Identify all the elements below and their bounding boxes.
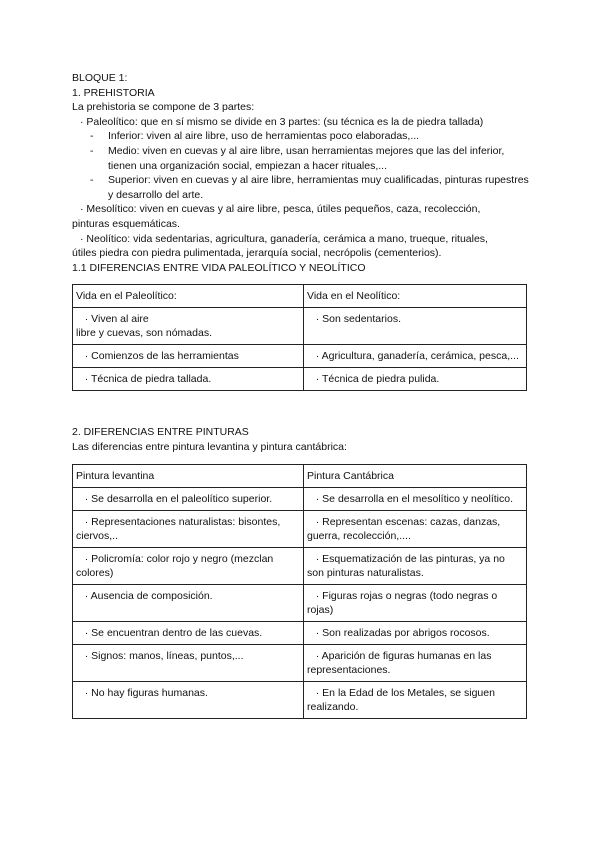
table-cell [73, 368, 304, 391]
sub-item-inferior [72, 129, 532, 144]
table-header-cell: Vida en el Neolítico: [304, 285, 527, 308]
table-cell [304, 510, 527, 547]
dash-bullet: - [90, 144, 94, 157]
section-title-pinturas: 2. DIFERENCIAS ENTRE PINTURAS [72, 426, 249, 439]
cell-text: · Técnica de piedra pulida. [315, 373, 440, 386]
table-row [73, 547, 527, 584]
sub-item-text: Inferior: viven al aire libre, uso de herramientas poco elaboradas,... [108, 130, 420, 143]
cell-text: · Signos: manos, líneas, puntos,... [84, 649, 244, 662]
section-intro: La prehistoria se compone de 3 partes: [72, 101, 255, 114]
table-cell [304, 621, 527, 644]
cell-text: · Ausencia de composición. [84, 589, 213, 602]
table-cell [304, 547, 527, 584]
table-cell [304, 681, 527, 718]
section-intro-pinturas: Las diferencias entre pintura levantina y pintura cantábrica: [72, 440, 347, 453]
table-cell [73, 510, 304, 547]
cell-text: · Se desarrolla en el mesolítico y neolítico. [315, 492, 514, 505]
table-cell [304, 345, 527, 368]
sub-item-medio [72, 144, 532, 173]
table-row [73, 345, 527, 368]
cell-text: · Se desarrolla en el paleolítico superior. [84, 492, 273, 505]
dash-bullet: - [90, 174, 94, 187]
cell-text: · Técnica de piedra tallada. [84, 373, 212, 386]
table-cell [73, 584, 304, 621]
table-header-cell: Pintura levantina [73, 464, 304, 487]
cell-text: · Agricultura, ganadería, cerámica, pesca,... [315, 350, 519, 363]
spacer [72, 391, 532, 425]
table-pinturas [72, 464, 527, 719]
table-cell [73, 621, 304, 644]
cell-text: · Esquematización de las pinturas, ya no son pinturas naturalistas. [307, 552, 505, 579]
cell-text: · Figuras rojas o negras (todo negras o rojas) [307, 589, 498, 616]
cell-text: · En la Edad de los Metales, se siguen realizando. [307, 686, 495, 713]
table-header-cell: Vida en el Paleolítico: [73, 285, 304, 308]
mesolitico-item: · Mesolítico: viven en cuevas y al aire libre, pesca, útiles pequeños, caza, recolección, [80, 203, 481, 216]
table-header-row [73, 464, 527, 487]
section-title-prehistoria: 1. PREHISTORIA [72, 86, 155, 99]
table-row [73, 487, 527, 510]
section-title-diferencias-vida: 1.1 DIFERENCIAS ENTRE VIDA PALEOLÍTICO Y NEOLÍTICO [72, 261, 366, 274]
table-cell [304, 644, 527, 681]
table-row [73, 510, 527, 547]
cell-text: · Representaciones naturalistas: bisontes, ciervos,.. [76, 515, 281, 542]
dash-bullet: - [90, 130, 94, 143]
table-header-row [73, 285, 527, 308]
cell-text: · Comienzos de las herramientas [84, 350, 239, 363]
table-cell [304, 584, 527, 621]
table-cell [304, 487, 527, 510]
table-row [73, 644, 527, 681]
sub-item-superior [72, 173, 532, 202]
neolitico-item-cont: útiles piedra con piedra pulimentada, jerarquía social, necrópolis (cementerios). [72, 247, 442, 260]
table-cell [304, 308, 527, 345]
table-cell [73, 547, 304, 584]
table-row [73, 368, 527, 391]
cell-text: · Aparición de figuras humanas en las representaciones. [307, 649, 492, 676]
cell-text: · Son sedentarios. [315, 313, 401, 326]
table-paleolitico-neolitico [72, 284, 527, 391]
cell-text: · Viven al aire libre y cuevas, son nómadas. [76, 313, 212, 340]
mesolitico-item-cont: pinturas esquemáticas. [72, 217, 180, 230]
table-row [73, 584, 527, 621]
cell-text: · Son realizadas por abrigos rocosos. [315, 626, 490, 639]
cell-text: · Representan escenas: cazas, danzas, guerra, recolección,.... [307, 515, 501, 542]
sub-item-text: Medio: viven en cuevas y al aire libre, usan herramientas mejores que las del inferior, tienen una organización social, empiezan a hacer rituales,... [108, 144, 505, 172]
table-row [73, 681, 527, 718]
table-cell [73, 487, 304, 510]
sub-item-text: Superior: viven en cuevas y al aire libre, herramientas muy cualificadas, pinturas rupestres y desarrollo del arte. [108, 174, 529, 201]
table-cell [73, 308, 304, 345]
block-heading: BLOQUE 1: [72, 72, 128, 84]
table-cell [73, 644, 304, 681]
document-page [72, 71, 532, 719]
neolitico-item: · Neolítico: vida sedentarias, agricultura, ganadería, cerámica a mano, trueque, rituales, [80, 232, 488, 245]
table-row [73, 308, 527, 345]
table-cell [73, 681, 304, 718]
table-cell [73, 345, 304, 368]
cell-text: · Policromía: color rojo y negro (mezclan colores) [76, 552, 274, 579]
table-row [73, 621, 527, 644]
cell-text: · Se encuentran dentro de las cuevas. [84, 626, 263, 639]
cell-text: · No hay figuras humanas. [84, 686, 208, 699]
table-header-cell: Pintura Cantábrica [304, 464, 527, 487]
table-cell [304, 368, 527, 391]
paleolitico-item: · Paleolítico: que en sí mismo se divide en 3 partes: (su técnica es la de piedra tallada) [80, 115, 484, 128]
